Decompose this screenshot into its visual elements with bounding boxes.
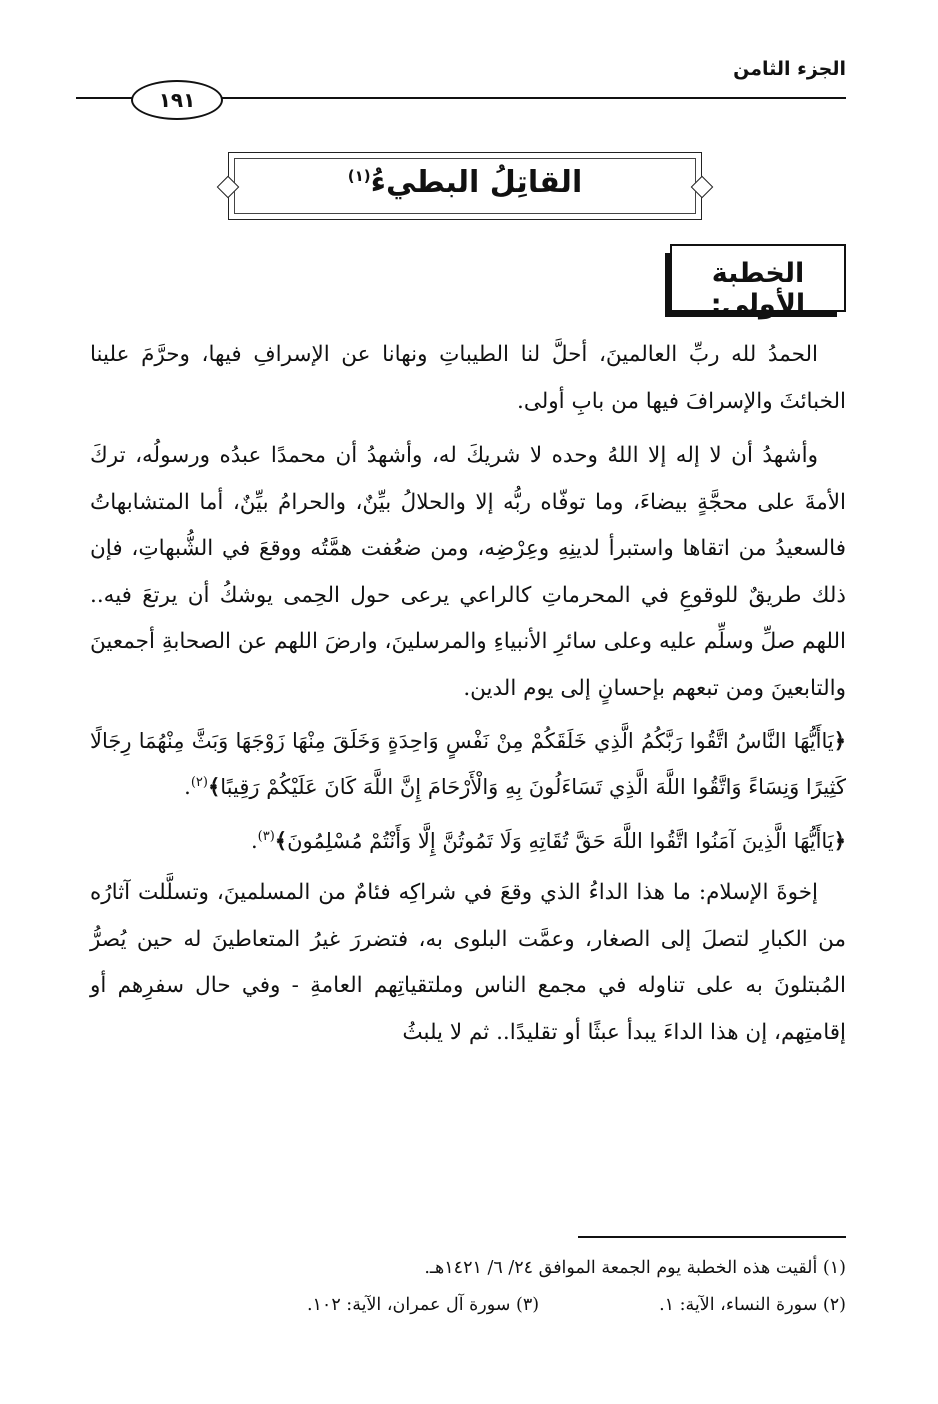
chapter-title-text: القاتِلُ البطيءُ bbox=[370, 165, 583, 200]
verse-text: يَاأَيُّهَا الَّذِينَ آمَنُوا اتَّقُوا اللَّهَ حَقَّ تُقَاتِهِ وَلَا تَمُوتُنَّ إِلَّا وَأَنْتُمْ مُسْلِمُونَ bbox=[287, 829, 834, 853]
footnotes bbox=[90, 1250, 846, 1324]
footnote-2: (٢) سورة النساء، الآية: ١. bbox=[659, 1295, 846, 1315]
paragraph-closing: إخوةَ الإسلام: ما هذا الداءُ الذي وقعَ في شراكِه فئامٌ من المسلمينَ، وتسلَّلت آثارُه من الكبارِ لتصلَ إلى الصغار، وعمَّت البلوى به، فتضررَ غيرُ المتعاطينَ له حين يُصرُّ المُبتلونَ به على تناوله في مجمع الناس وملتقياتِهم العامةِ - وفي حال سفرِهم أو إقامتِهم، إن هذا الداءَ يبدأ عبثًا أو تقليدًا.. ثم لا يلبثُ bbox=[90, 880, 846, 1045]
body-text bbox=[90, 332, 846, 1064]
footnote-3: (٣) سورة آل عمران، الآية: ١٠٢. bbox=[306, 1295, 540, 1315]
paragraph-testimony: وأشهدُ أن لا إله إلا اللهُ وحده لا شريكَ له، وأشهدُ أن محمدًا عبدُه ورسولُه، تركَ الأمةَ على محجَّةٍ بيضاءَ، وما توفّاه ربُّه إلا والحلالُ بيِّنٌ، والحرامُ بيِّنٌ، أما المتشابهاتُ فالسعيدُ من اتقاها واستبرأ لدينِهِ وعِرْضِه، ومن ضعُفت همَّتُه ووقعَ في الشُّبهاتِ، فإن ذلك طريقٌ للوقوعِ في المحرماتِ كالراعي يرعى حول الحِمى يوشكُ أن يرتعَ فيه.. اللهم صلِّ وسلِّم عليه وعلى سائرِ الأنبياءِ والمرسلينَ، وارضَ اللهم عن الصحابةِ أجمعينَ والتابعينَ ومن تبعهم بإحسانٍ إلى يوم الدين. bbox=[90, 443, 846, 701]
chapter-title bbox=[229, 165, 701, 200]
verse-close-bracket: ﴾ bbox=[207, 774, 221, 799]
verse-text: يَاأَيُّهَا النَّاسُ اتَّقُوا رَبَّكُمُ الَّذِي خَلَقَكُمْ مِنْ نَفْسٍ وَاحِدَةٍ وَخَلَقَ مِنْهَا زَوْجَهَا وَبَثَّ مِنْهُمَا رِجَالًا كَثِيرًا وَنِسَاءً وَاتَّقُوا اللَّهَ الَّذِي تَسَاءَلُونَ بِهِ وَالْأَرْحَامَ إِنَّ اللَّهَ كَانَ عَلَيْكُمْ رَقِيبًا bbox=[90, 729, 846, 799]
verse-end-mark: . bbox=[184, 775, 191, 799]
footnote-row bbox=[90, 1287, 846, 1324]
verse-open-bracket: ﴿ bbox=[833, 828, 846, 853]
quran-verse-1 bbox=[90, 720, 846, 808]
footnote-spacer bbox=[539, 1287, 659, 1324]
footnote-1: (١) ألقيت هذه الخطبة يوم الجمعة الموافق ٢٤/ ٦/ ١٤٢١هـ. bbox=[424, 1258, 846, 1278]
title-footnote-marker: (١) bbox=[347, 167, 371, 185]
section-heading: الخطبة الأولى: bbox=[710, 258, 806, 320]
paragraph-opening: الحمدُ لله ربِّ العالمينَ، أحلَّ لنا الطيباتِ ونهانا عن الإسرافِ فيها، وحرَّمَ علينا الخبائثَ والإسرافَ فيها من بابِ أولى. bbox=[90, 342, 846, 414]
page-number: ١٩١ bbox=[131, 80, 223, 120]
verse-end-mark: . bbox=[250, 829, 258, 853]
verse-open-bracket: ﴿ bbox=[833, 728, 846, 753]
title-frame bbox=[228, 152, 702, 220]
footnote-row bbox=[90, 1250, 846, 1287]
section-heading-box bbox=[670, 244, 846, 320]
verse-close-bracket: ﴾ bbox=[274, 828, 288, 853]
quran-verse-2 bbox=[90, 816, 846, 862]
footnote-ref: (٢) bbox=[190, 775, 208, 790]
footnote-ref: (٣) bbox=[257, 829, 275, 844]
footnote-rule bbox=[578, 1236, 846, 1238]
running-head-title: الجزء الثامن bbox=[733, 58, 846, 80]
